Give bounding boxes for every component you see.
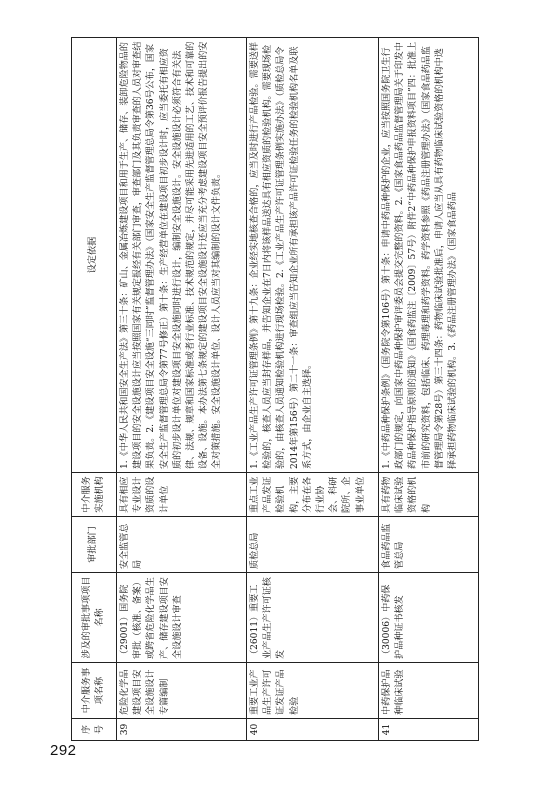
row-approval: （30006）中药保护品种证书核发	[379, 573, 479, 663]
row-approval: （26011）重要工业产品生产许可证核发	[247, 573, 379, 663]
row-no: 40	[247, 719, 379, 741]
service-table	[71, 37, 479, 741]
rotated-table-container	[71, 38, 501, 741]
header-no: 序号	[72, 719, 117, 741]
row-service: 危险化学品建设项目安全设施设计专篇编制	[117, 663, 247, 719]
header-approval: 涉及的审批事项项目名称	[72, 573, 117, 663]
table-header-row	[72, 38, 117, 741]
header-dept: 审批部门	[72, 517, 117, 573]
row-dept: 安全监管总局	[117, 517, 247, 573]
row-agency: 具有相应专业设计资质的设计单位	[117, 473, 247, 517]
row-basis: 1.《中药品种保护条例》（国务院令第106号）第十条：申请中药品种保护的企业，应当按照国务院卫生行政部门的规定，向国家中药品种保护审评委员会提交完整的资料。2.《国家食品药品监督管理局关于印发中药品种保护指导原则的通知》（国食药监注〔2009〕57号）附件2“中药品种保护申报资料项目”四：批准上市前的研究资料，包括临床、药理毒理和药学资料。药学资料参照《药品注册管理办法》（国家食品药品监督管理局令第28号）第三十四条：药物临床试验批准后，申请人应当从具有药物临床试验资格的机构中选择承担药物临床试验的机构。3.《药品注册管理办法》（国家食品药品	[379, 38, 479, 473]
header-service: 中介服务事项名称	[72, 663, 117, 719]
row-agency: 重点工业产品发证检验机构，主要分布在各行业协会、科研院所、企事业单位	[247, 473, 379, 517]
row-dept: 食品药品监管总局	[379, 517, 479, 573]
header-basis: 设定依据	[72, 38, 117, 473]
page-number: 292	[50, 742, 77, 759]
row-approval: （29001）国务院审批（核准、备案）或跨省危险化学品生产、储存建设项目安全设施设计审查	[117, 573, 247, 663]
table-row	[117, 38, 247, 741]
row-dept: 质检总局	[247, 517, 379, 573]
row-agency: 具有药物临床试验资格的机构	[379, 473, 479, 517]
header-agency: 中介服务实施机构	[72, 473, 117, 517]
row-service: 中药保护品种临床试验	[379, 663, 479, 719]
row-no: 39	[117, 719, 247, 741]
row-no: 41	[379, 719, 479, 741]
row-basis: 1.《中华人民共和国安全生产法》第三十条：矿山、金属冶炼建设项目和用于生产、储存、装卸危险物品的建设项目的安全设施设计应当按照国家有关规定报经有关部门审查，审查部门及其负责审查的人员对审查结果负责。2.《建设项目安全设施“三同时”监督管理办法》（国家安全生产监督管理总局令第36号公布，国家安全生产监督管理总局令第77号修正）第十条：生产经营单位在建设项目初步设计时，应当委托有相应资质的初步设计单位对建设项目安全设施同时进行设计，编制安全设施设计。安全设施设计必须符合有关法律、法规、规章和国家标准或者行业标准、技术规范的规定，并尽可能采用先进适用的工艺、技术和可靠的设备、设施。本办法第七条规定的建设项目安全设施设计还应当充分考虑建设项目安全预评价报告提出的安全对策措施。安全设施设计单位、设计人员应当对其编制的设计文件负责。	[117, 38, 247, 473]
row-service: 重要工业产品生产许可证发证产品检验	[247, 663, 379, 719]
table-row	[247, 38, 379, 741]
row-basis: 1.《工业产品生产许可证管理条例》第十九条：企业经实地核查合格的，应当及时进行产品检验。需要送样检验的，核查人员应当封存样品，并告知企业在7日内将该样品送达具有相应资质的检验机构。需要现场检验的，由核查人员通知检验机构进行现场检验。2.《工业产品生产许可证管理条例实施办法》（质检总局令2014年第156号）第二十一条：审查组应当告知企业所有承担该产品许可证检验任务的检验机构名单及联系方式，由企业自主选择。	[247, 38, 379, 473]
table-row	[379, 38, 479, 741]
